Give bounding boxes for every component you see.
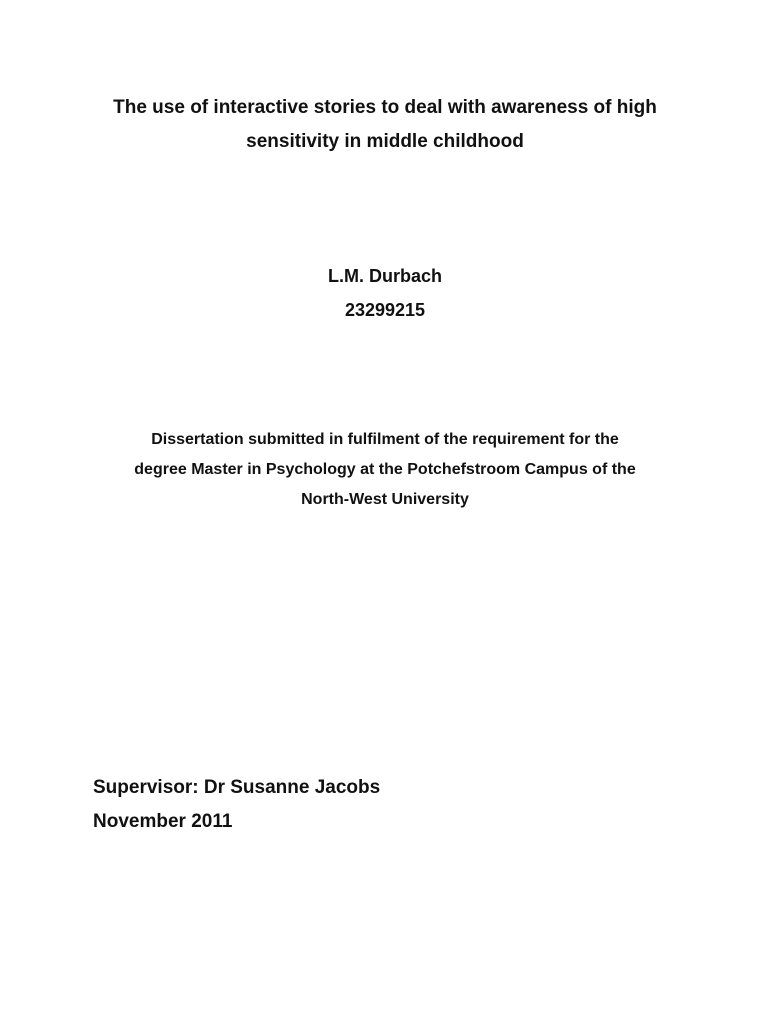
submission-date: November 2011 [93, 811, 233, 832]
supervisor-line: Supervisor: Dr Susanne Jacobs [93, 777, 381, 798]
dissertation-title [40, 91, 730, 159]
title-line-1: The use of interactive stories to deal with awareness of high [113, 97, 657, 118]
student-number: 23299215 [344, 300, 426, 320]
statement-line-3: North-West University [301, 491, 469, 508]
supervisor-block [93, 771, 693, 839]
author-name: L.M. Durbach [327, 266, 442, 286]
statement-line-2: degree Master in Psychology at the Potchefstroom Campus of the [134, 461, 636, 478]
author-block [0, 259, 770, 327]
submission-statement [40, 425, 730, 515]
title-line-2: sensitivity in middle childhood [246, 131, 524, 152]
statement-line-1: Dissertation submitted in fulfilment of the requirement for the [151, 431, 619, 448]
